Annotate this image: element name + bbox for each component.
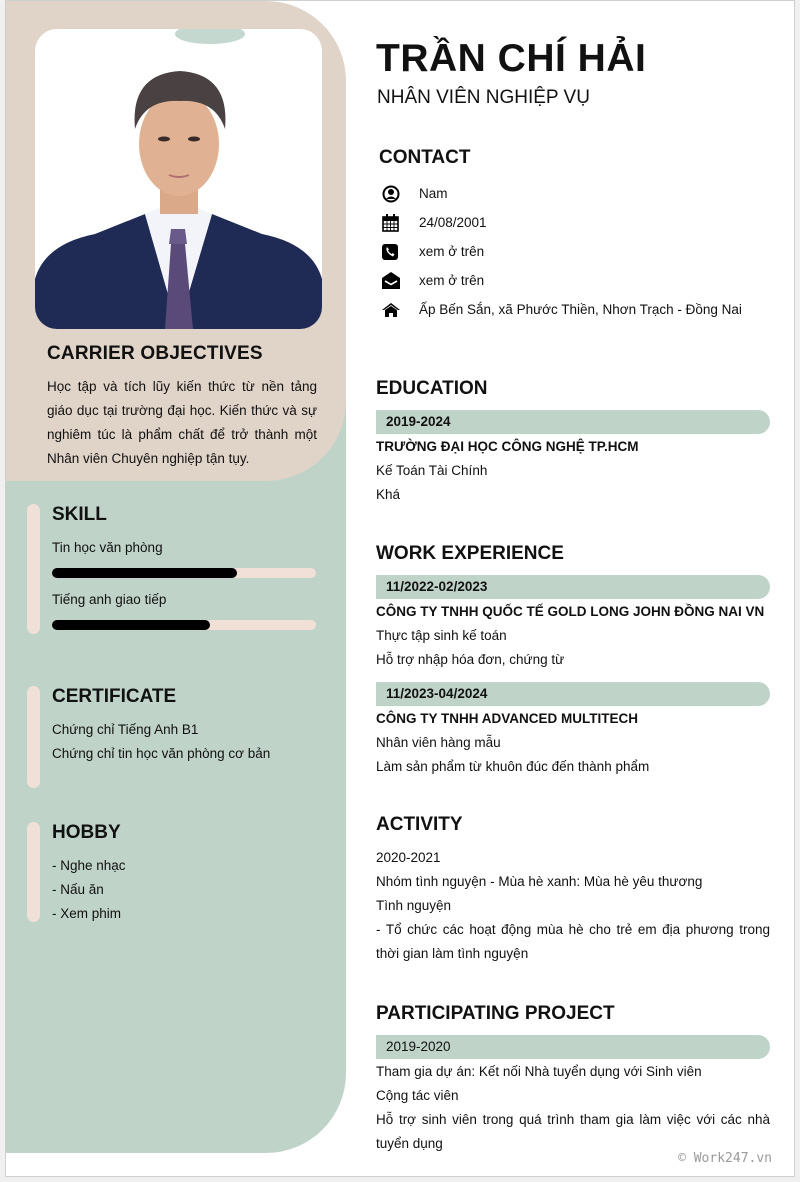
- section-title: SKILL: [52, 504, 107, 525]
- grade: Khá: [376, 487, 401, 502]
- activity-role: Tình nguyện: [376, 898, 452, 913]
- contact-birthday: [379, 208, 773, 237]
- hobby-section: [27, 822, 327, 926]
- contact-address: [379, 295, 773, 324]
- job-position: Thực tập sinh kế toán: [376, 628, 507, 643]
- skill-label: Tin học văn phòng: [52, 540, 163, 555]
- section-title: CARRIER OBJECTIVES: [47, 343, 263, 364]
- contact-text: xem ở trên: [419, 244, 485, 259]
- major: Kế Toán Tài Chính: [376, 463, 488, 478]
- objectives-text: Học tập và tích lũy kiến thức từ nền tảng giáo dục tại trường đại học. Kiến thức và sự nghiêm túc là phẩm chất để trở thành một Nhân viên Chuyên nghiệp tận tụy.: [47, 379, 317, 466]
- section-title: HOBBY: [52, 822, 121, 843]
- date-pill: 11/2022-02/2023: [376, 575, 770, 599]
- candidate-name: TRẦN CHÍ HẢI: [376, 37, 647, 80]
- skill-progress-fill: [52, 568, 237, 578]
- section-title: CERTIFICATE: [52, 686, 177, 707]
- company-name: CÔNG TY TNHH QUỐC TẾ GOLD LONG JOHN ĐỒNG NAI VN: [376, 604, 765, 619]
- activity-org: Nhóm tình nguyện - Mùa hè xanh: Mùa hè yêu thương: [376, 874, 703, 889]
- section-accent-bar: [27, 686, 40, 788]
- watermark: © Work247.vn: [678, 1151, 772, 1166]
- calendar-icon: [379, 213, 419, 233]
- section-title: ACTIVITY: [376, 814, 463, 835]
- certificate-item: Chứng chỉ Tiếng Anh B1: [52, 722, 199, 737]
- skill-label: Tiếng anh giao tiếp: [52, 592, 167, 607]
- contact-gender: [379, 179, 773, 208]
- skill-progress-bar: [52, 620, 316, 630]
- company-name: CÔNG TY TNHH ADVANCED MULTITECH: [376, 711, 638, 726]
- contact-text: xem ở trên: [419, 273, 485, 288]
- education-section: [376, 378, 770, 507]
- skill-progress-fill: [52, 620, 210, 630]
- skill-progress-bar: [52, 568, 316, 578]
- section-title: PARTICIPATING PROJECT: [376, 1003, 615, 1024]
- contact-text: Nam: [419, 186, 448, 201]
- hobby-item: - Xem phim: [52, 906, 122, 921]
- project-section: [376, 1003, 770, 1156]
- date-pill: 11/2023-04/2024: [376, 682, 770, 706]
- contact-section: [379, 147, 773, 324]
- section-accent-bar: [27, 822, 40, 922]
- date-pill: 2019-2020: [376, 1035, 770, 1059]
- contact-phone: [379, 237, 773, 266]
- activity-section: [376, 814, 770, 966]
- phone-icon: [379, 242, 419, 262]
- activity-date: 2020-2021: [376, 850, 441, 865]
- certificate-item: Chứng chỉ tin học văn phòng cơ bản: [52, 746, 271, 761]
- job-position: Nhân viên hàng mẫu: [376, 735, 501, 750]
- user-circle-icon: [379, 184, 419, 204]
- skill-section: [27, 504, 327, 640]
- section-title: EDUCATION: [376, 378, 488, 399]
- job-description: Hỗ trợ nhập hóa đơn, chứng từ: [376, 652, 565, 667]
- envelope-open-icon: [379, 271, 419, 291]
- person-portrait-icon: [35, 29, 322, 329]
- cv-page: [5, 0, 795, 1177]
- date-pill: 2019-2024: [376, 410, 770, 434]
- project-name: Tham gia dự án: Kết nối Nhà tuyển dụng với Sinh viên: [376, 1064, 702, 1079]
- activity-description: - Tổ chức các hoạt động mùa hè cho trẻ em địa phương trong thời gian làm tình nguyện: [376, 922, 770, 961]
- hobby-item: - Nghe nhạc: [52, 858, 126, 873]
- home-icon: [379, 300, 419, 320]
- certificate-section: [27, 686, 327, 766]
- section-title: CONTACT: [379, 147, 471, 168]
- contact-text: 24/08/2001: [419, 215, 487, 230]
- profile-photo: [35, 29, 322, 329]
- project-description: Hỗ trợ sinh viên trong quá trình tham gia làm việc với các nhà tuyển dụng: [376, 1112, 770, 1151]
- candidate-role: NHÂN VIÊN NGHIỆP VỤ: [377, 87, 590, 108]
- school-name: TRƯỜNG ĐẠI HỌC CÔNG NGHỆ TP.HCM: [376, 439, 639, 454]
- contact-text: Ấp Bến Sắn, xã Phước Thiền, Nhơn Trạch - Đồng Nai: [419, 302, 742, 317]
- section-title: WORK EXPERIENCE: [376, 543, 564, 564]
- hobby-item: - Nấu ăn: [52, 882, 104, 897]
- job-description: Làm sản phẩm từ khuôn đúc đến thành phẩm: [376, 759, 650, 774]
- contact-email: [379, 266, 773, 295]
- section-accent-bar: [27, 504, 40, 634]
- work-experience-section: [376, 543, 770, 779]
- project-role: Cộng tác viên: [376, 1088, 459, 1103]
- career-objectives-section: [47, 343, 317, 471]
